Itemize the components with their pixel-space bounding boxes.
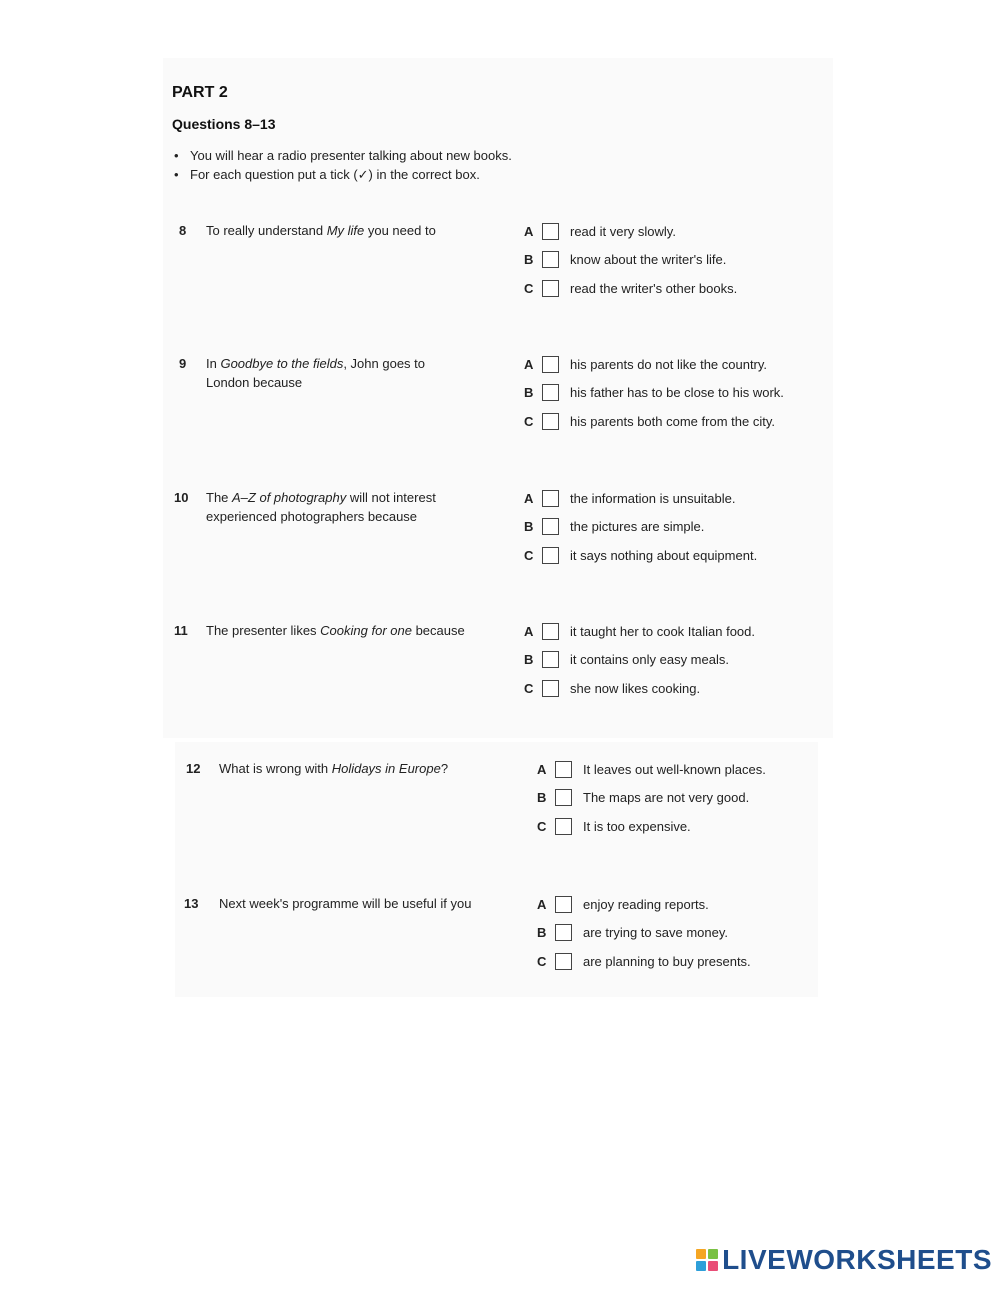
logo-square [696,1261,706,1271]
tick-box[interactable] [542,680,559,697]
option-text: his father has to be close to his work. [570,385,784,401]
answer-option [524,383,784,403]
instruction-item: • You will hear a radio presenter talking about new books. [174,146,512,165]
question-text-part: The presenter likes [206,623,321,638]
option-letter: C [524,547,534,563]
option-letter: C [524,413,534,429]
question-number: 11 [174,623,188,638]
book-title: Goodbye to the fields [220,356,344,371]
tick-box[interactable] [542,623,559,640]
tick-box[interactable] [555,818,572,835]
option-text: it says nothing about equipment. [570,547,758,563]
option-letter: A [524,223,534,239]
book-title: My life [326,223,365,238]
question-text-part: What is wrong with [219,761,332,776]
option-text: know about the writer's life. [570,252,727,268]
option-text: it contains only easy meals. [570,652,729,668]
tick-box[interactable] [555,924,572,941]
question-text-part: Next week's programme will be useful if you [219,896,472,911]
question-text-part: To really understand [206,223,327,238]
logo-square [696,1249,706,1259]
option-text: she now likes cooking. [570,680,701,696]
question-text-part: will not interest experienced photographers because [206,490,436,524]
question-text [206,221,496,240]
question-text-part: because [411,623,465,638]
answer-option [524,278,737,298]
option-text: the pictures are simple. [570,519,705,535]
tick-box[interactable] [542,547,559,564]
tick-box[interactable] [542,223,559,240]
question-number: 12 [186,761,201,776]
answer-option [524,354,767,374]
answer-option [524,250,726,270]
option-letter: B [524,519,534,535]
question-text-part: , John goes to London because [206,356,425,390]
part-heading: PART 2 [172,84,228,101]
question-text-part: In [206,356,221,371]
question-text [219,894,519,913]
tick-box[interactable] [542,651,559,668]
option-letter: A [537,761,547,777]
answer-option [524,678,700,698]
question-text [206,488,486,526]
option-letter: C [524,280,534,296]
logo-icon [696,1249,718,1271]
option-text: his parents both come from the city. [570,413,775,429]
question-text [206,354,451,392]
book-title: Cooking for one [320,623,412,638]
question-text-part: The [206,490,233,505]
option-letter: C [537,818,547,834]
tick-box[interactable] [542,356,559,373]
answer-option [537,788,749,808]
option-text: It leaves out well-known places. [583,761,766,777]
question-number: 10 [174,490,189,505]
option-letter: A [537,896,547,912]
tick-box[interactable] [542,384,559,401]
liveworksheets-logo [696,1244,992,1276]
tick-box[interactable] [542,518,559,535]
instructions-list [174,146,512,184]
answer-option [537,759,766,779]
answer-option [537,951,751,971]
option-letter: A [524,356,534,372]
answer-option [524,411,775,431]
answer-option [537,923,728,943]
tick-box[interactable] [555,953,572,970]
question-text [206,621,516,640]
answer-option [537,894,709,914]
answer-option [524,545,757,565]
question-number: 8 [179,223,187,238]
option-letter: A [524,623,534,639]
instruction-item: • For each question put a tick (✓) in the correct box. [174,165,512,184]
tick-box[interactable] [555,896,572,913]
tick-box[interactable] [555,761,572,778]
answer-option [524,621,755,641]
option-text: it taught her to cook Italian food. [570,623,756,639]
option-text: read the writer's other books. [570,280,738,296]
answer-option [524,488,735,508]
option-letter: B [524,385,534,401]
option-letter: C [537,953,547,969]
option-text: read it very slowly. [570,223,676,239]
logo-square [708,1261,718,1271]
book-title: A–Z of photography [232,490,347,505]
question-number: 9 [179,356,187,371]
option-letter: A [524,490,534,506]
option-letter: C [524,680,534,696]
option-text: are trying to save money. [583,925,728,941]
option-letter: B [537,925,547,941]
answer-option [524,221,676,241]
option-text: It is too expensive. [583,818,691,834]
question-number: 13 [184,896,199,911]
logo-wordmark: LIVEWORKSHEETS [722,1244,992,1275]
answer-option [524,517,704,537]
tick-box[interactable] [555,789,572,806]
option-letter: B [537,790,547,806]
book-title: Holidays in Europe [331,761,441,776]
option-text: his parents do not like the country. [570,356,768,372]
questions-range-heading: Questions 8–13 [172,116,276,132]
answer-option [537,816,691,836]
option-text: enjoy reading reports. [583,896,709,912]
question-text-part: ? [440,761,449,776]
tick-box[interactable] [542,490,559,507]
option-text: are planning to buy presents. [583,953,751,969]
tick-box[interactable] [542,280,559,297]
option-text: the information is unsuitable. [570,490,736,506]
option-text: The maps are not very good. [583,790,750,806]
logo-square [708,1249,718,1259]
answer-option [524,650,729,670]
tick-box[interactable] [542,413,559,430]
tick-box[interactable] [542,251,559,268]
option-letter: B [524,652,534,668]
question-text [219,759,519,778]
question-text-part: you need to [364,223,436,238]
option-letter: B [524,252,534,268]
